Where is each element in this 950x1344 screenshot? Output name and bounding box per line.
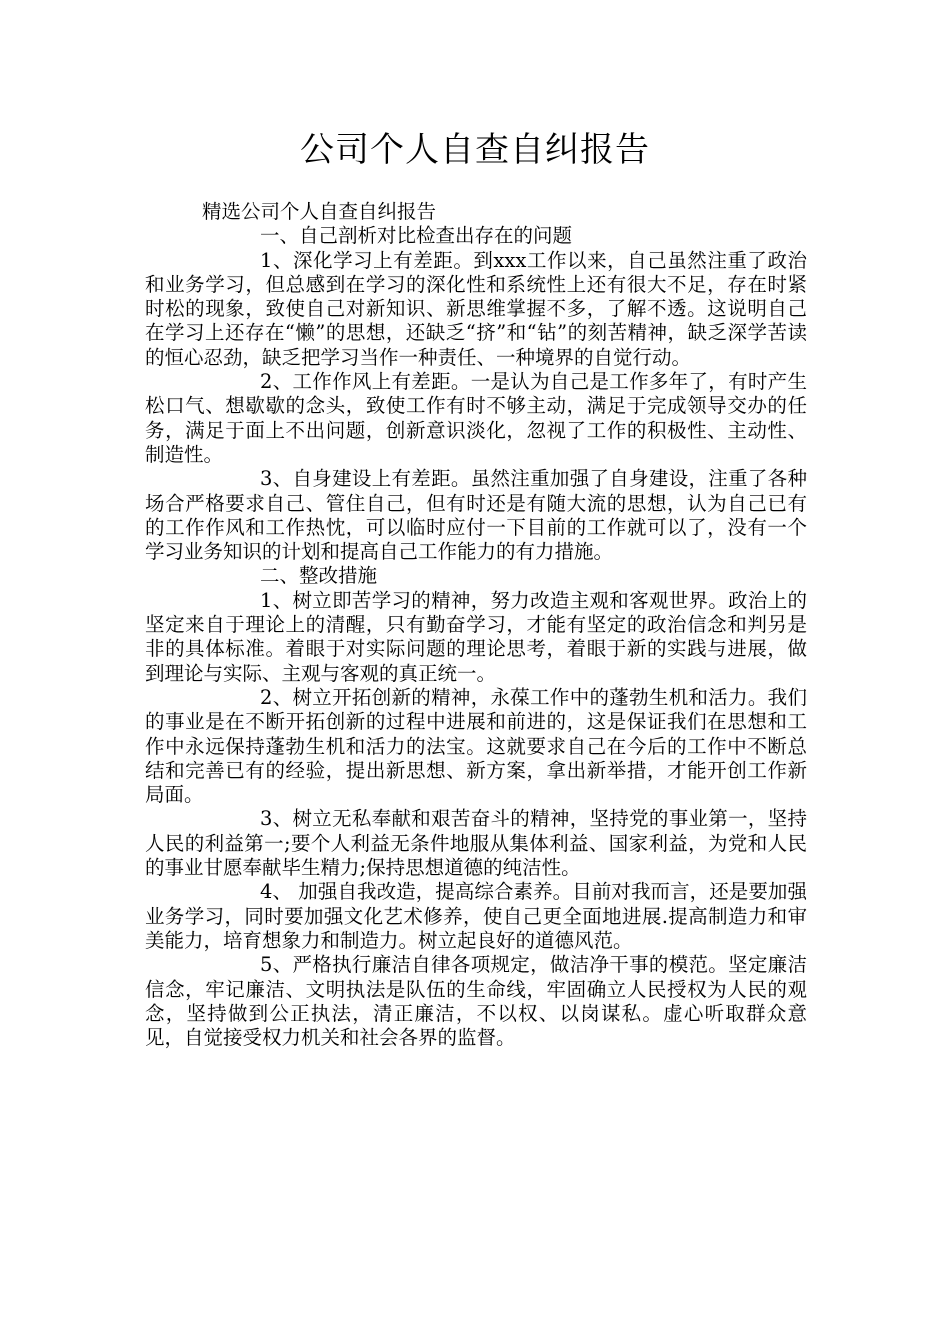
document-body bbox=[145, 200, 807, 1050]
document-title: 公司个人自查自纠报告 bbox=[300, 130, 650, 170]
paragraph-measure-1: 1、树立即苦学习的精神，努力改造主观和客观世界。政治上的坚定来自于理论上的清醒，只有勤奋学习，才能有坚定的政治信念和判另是非的具体标准。着眼于对实际问题的理论思考，着眼于新的实践与进展，做到理论与实际、主观与客观的真正统一。 bbox=[145, 588, 807, 685]
paragraph-problem-3: 3、自身建设上有差距。虽然注重加强了自身建设，注重了各种场合严格要求自己、管住自己，但有时还是有随大流的思想，认为自己已有的工作作风和工作热忱，可以临时应付一下目前的工作就可以了，没有一个学习业务知识的计划和提高自己工作能力的有力措施。 bbox=[145, 467, 807, 564]
section-heading-measures: 二、整改措施 bbox=[260, 564, 378, 588]
paragraph-problem-2: 2、工作作风上有差距。一是认为自己是工作多年了，有时产生松口气、想歇歇的念头，致使工作有时不够主动，满足于完成领导交办的任务，满足于面上不出问题，创新意识淡化，忽视了工作的积极性、主动性、制造性。 bbox=[145, 370, 807, 466]
paragraph-measure-5: 5、严格执行廉洁自律各项规定，做洁净干事的模范。坚定廉洁信念，牢记廉洁、文明执法是队伍的生命线，牢固确立人民授权为人民的观念，坚持做到公正执法，清正廉洁，不以权、以岗谋私。虚心听取群众意见，自觉接受权力机关和社会各界的监督。 bbox=[145, 953, 807, 1050]
paragraph-measure-4: 4、 加强自我改造，提高综合素养。目前对我而言，还是要加强业务学习，同时要加强文化艺术修养，使自己更全面地进展.提高制造力和审美能力，培育想象力和制造力。树立起良好的道德风范。 bbox=[145, 880, 807, 952]
paragraph-problem-1: 1、深化学习上有差距。到xxx工作以来，自己虽然注重了政治和业务学习，但总感到在学习的深化性和系统性上还有很大不足，存在时紧时松的现象，致使自己对新知识、新思维掌握不多，了解不透。这说明自己在学习上还存在“懒”的思想，还缺乏“挤”和“钻”的刻苦精神，缺乏深学苦读的恒心忍劲，缺乏把学习当作一种责任、一种境界的自觉行动。 bbox=[145, 248, 807, 369]
document-subtitle: 精选公司个人自查自纠报告 bbox=[202, 200, 437, 223]
section-heading-problems: 一、自己剖析对比检查出存在的问题 bbox=[260, 224, 573, 248]
paragraph-measure-3: 3、树立无私奉献和艰苦奋斗的精神，坚持党的事业第一，坚持人民的利益第一;要个人利益无条件地服从集体利益、国家利益，为党和人民的事业甘愿奉献毕生精力;保持思想道德的纯洁性。 bbox=[145, 807, 807, 880]
paragraph-measure-2: 2、树立开拓创新的精神，永葆工作中的蓬勃生机和活力。我们的事业是在不断开拓创新的过程中进展和前进的，这是保证我们在思想和工作中永远保持蓬勃生机和活力的法宝。这就要求自己在今后的工作中不断总结和完善已有的经验，提出新思想、新方案，拿出新举措，才能开创工作新局面。 bbox=[145, 685, 807, 807]
